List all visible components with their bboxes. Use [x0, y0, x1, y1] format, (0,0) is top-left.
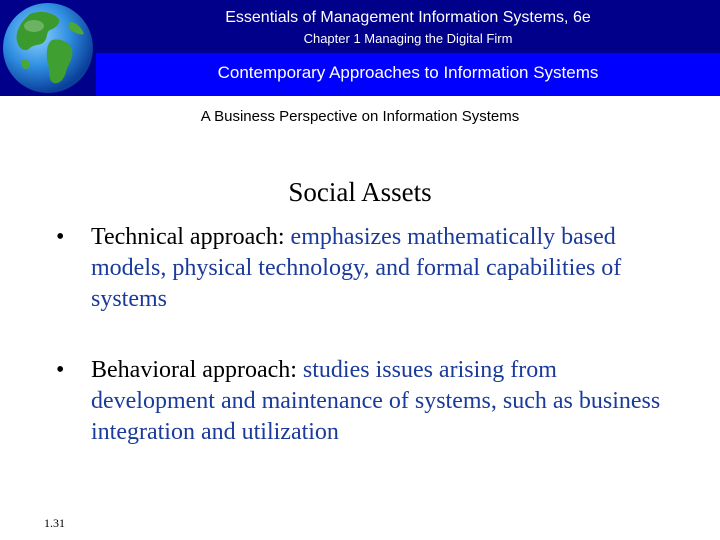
page-number: 1.31 [44, 516, 65, 530]
slide-title: Social Assets [288, 177, 432, 207]
bullet-item-behavioral [91, 355, 671, 448]
globe-icon [0, 0, 96, 96]
book-title: Essentials of Management Information Systems, 6e [225, 9, 591, 26]
bullet-lead: Technical approach: [91, 224, 291, 250]
bullet-detail: studies issues arising from development and maintenance of systems, such as business integration and utilization [91, 357, 661, 445]
bullet-detail: emphasizes mathematically based models, physical technology, and formal capabilities of systems [91, 224, 622, 312]
chapter-title: Chapter 1 Managing the Digital Firm [303, 31, 513, 46]
section-title: Contemporary Approaches to Information Systems [217, 63, 599, 82]
bullet-item-technical [91, 222, 671, 315]
bullet-lead: Behavioral approach: [91, 357, 303, 383]
perspective-title: A Business Perspective on Information Systems [200, 108, 520, 125]
bullet-marker: • [56, 224, 65, 250]
bullet-marker: • [56, 357, 65, 383]
